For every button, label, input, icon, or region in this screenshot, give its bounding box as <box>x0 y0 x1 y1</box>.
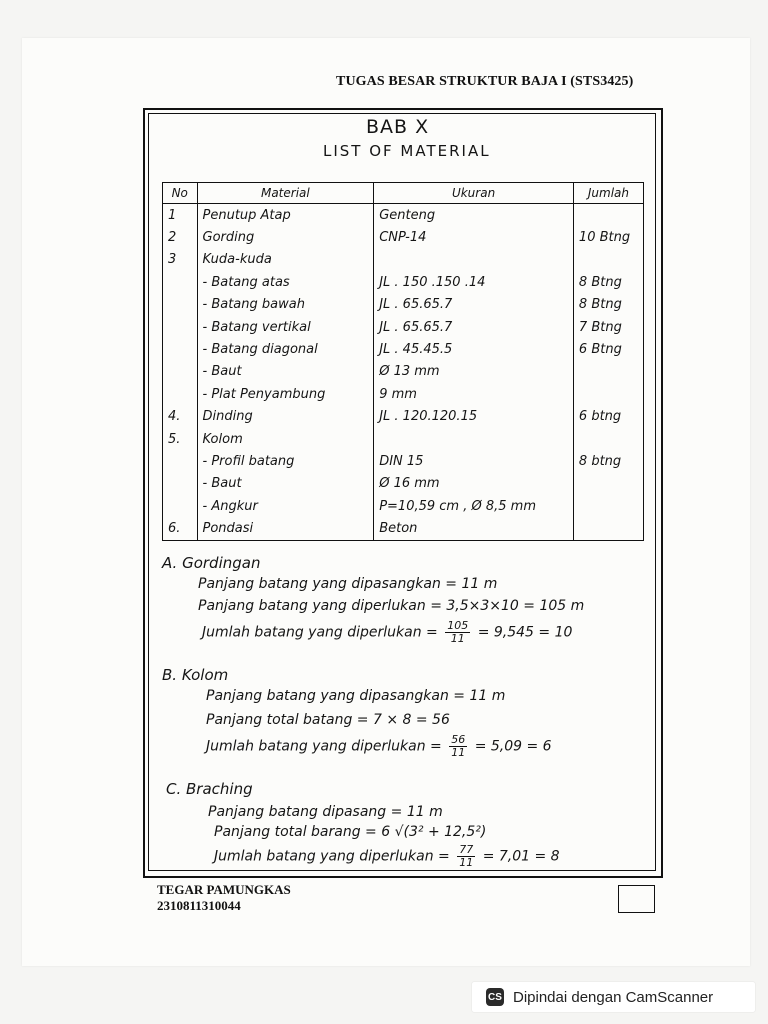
cell-jumlah <box>573 473 643 495</box>
table-row <box>163 271 644 293</box>
cell-material: - Angkur <box>197 495 374 517</box>
section-b-line-3-result: = 5,09 = 6 <box>474 738 552 755</box>
cell-jumlah: 8 Btng <box>573 294 643 316</box>
cell-material: - Profil batang <box>197 450 374 472</box>
table-row <box>163 473 644 495</box>
table-row <box>163 450 644 472</box>
cell-no: 5. <box>163 428 198 450</box>
cell-ukuran: Ø 13 mm <box>374 361 574 383</box>
cell-material: - Batang bawah <box>197 294 374 316</box>
cell-no: 4. <box>163 406 198 428</box>
cell-jumlah: 8 btng <box>573 450 643 472</box>
student-name: TEGAR PAMUNGKAS <box>157 882 291 897</box>
table-row <box>163 204 644 227</box>
section-b-fraction-den: 11 <box>451 746 466 759</box>
document-header: TUGAS BESAR STRUKTUR BAJA I (STS3425) <box>336 74 634 89</box>
cell-no <box>163 473 198 495</box>
section-a-fraction-den: 11 <box>450 632 465 645</box>
col-header-jumlah: Jumlah <box>573 183 643 204</box>
section-c-line-3-result: = 7,01 = 8 <box>482 848 560 865</box>
chapter-subtitle: LIST OF MATERIAL <box>323 142 491 160</box>
cell-no: 3 <box>163 249 198 271</box>
table-row <box>163 338 644 360</box>
cell-ukuran: Ø 16 mm <box>374 473 574 495</box>
section-b-line-3 <box>206 734 552 759</box>
cell-ukuran: Genteng <box>374 204 574 227</box>
cell-jumlah: 6 Btng <box>573 338 643 360</box>
section-b-fraction <box>449 734 467 759</box>
cell-no: 6. <box>163 517 198 540</box>
material-table <box>162 182 644 541</box>
cell-material: - Plat Penyambung <box>197 383 374 405</box>
table-row <box>163 249 644 271</box>
cell-ukuran: DIN 15 <box>374 450 574 472</box>
section-b-line-2: Panjang total batang = 7 × 8 = 56 <box>206 712 450 728</box>
section-c-line-3-label: Jumlah batang yang diperlukan = <box>214 848 450 865</box>
cell-jumlah: 10 Btng <box>573 226 643 248</box>
cell-ukuran: P=10,59 cm , Ø 8,5 mm <box>374 495 574 517</box>
table-row <box>163 316 644 338</box>
camscanner-icon: CS <box>486 988 504 1006</box>
cell-material: Penutup Atap <box>197 204 374 227</box>
section-c-fraction <box>457 844 475 869</box>
table-row <box>163 383 644 405</box>
cell-no <box>163 450 198 472</box>
section-b-line-1: Panjang batang yang dipasangkan = 11 m <box>206 688 506 704</box>
cell-jumlah <box>573 204 643 227</box>
cell-ukuran: 9 mm <box>374 383 574 405</box>
table-row <box>163 294 644 316</box>
table-row <box>163 406 644 428</box>
cell-no: 2 <box>163 226 198 248</box>
cell-no <box>163 316 198 338</box>
cell-ukuran: CNP-14 <box>374 226 574 248</box>
cell-ukuran <box>374 249 574 271</box>
cell-ukuran: JL . 150 .150 .14 <box>374 271 574 293</box>
cell-no <box>163 271 198 293</box>
section-b-title: B. Kolom <box>162 666 229 684</box>
section-c-line-3 <box>214 844 560 869</box>
chapter-title: BAB X <box>366 116 430 138</box>
cell-material: - Batang diagonal <box>197 338 374 360</box>
cell-material: - Baut <box>197 361 374 383</box>
table-row <box>163 361 644 383</box>
cell-no <box>163 294 198 316</box>
cell-jumlah: 8 Btng <box>573 271 643 293</box>
cell-material: Kolom <box>197 428 374 450</box>
cell-jumlah: 7 Btng <box>573 316 643 338</box>
cell-no <box>163 495 198 517</box>
table-header-row <box>163 183 644 204</box>
section-a-line-2: Panjang batang yang diperlukan = 3,5×3×10 = 105 m <box>198 598 585 614</box>
cell-jumlah <box>573 428 643 450</box>
section-c-fraction-num: 77 <box>459 843 474 856</box>
table-row <box>163 517 644 540</box>
section-a-line-3-label: Jumlah batang yang diperlukan = <box>202 624 438 641</box>
cell-no <box>163 383 198 405</box>
cell-no <box>163 338 198 360</box>
cell-ukuran <box>374 428 574 450</box>
table-row <box>163 428 644 450</box>
section-a-line-3 <box>202 620 572 645</box>
section-a-line-3-result: = 9,545 = 10 <box>477 624 573 641</box>
col-header-ukuran: Ukuran <box>374 183 574 204</box>
grade-box <box>618 885 655 913</box>
col-header-material: Material <box>197 183 374 204</box>
section-a-fraction-num: 105 <box>447 619 469 632</box>
section-a-line-1: Panjang batang yang dipasangkan = 11 m <box>198 576 498 592</box>
student-id: 2310811310044 <box>157 898 241 913</box>
camscanner-text: Dipindai dengan CamScanner <box>513 988 714 1006</box>
cell-material: Dinding <box>197 406 374 428</box>
cell-material: Pondasi <box>197 517 374 540</box>
cell-material: Kuda-kuda <box>197 249 374 271</box>
section-c-title: C. Braching <box>166 780 253 798</box>
cell-jumlah <box>573 361 643 383</box>
cell-jumlah <box>573 495 643 517</box>
section-b-fraction-num: 56 <box>451 733 466 746</box>
section-c-fraction-den: 11 <box>459 856 474 869</box>
cell-material: - Baut <box>197 473 374 495</box>
cell-jumlah: 6 btng <box>573 406 643 428</box>
section-b-line-3-label: Jumlah batang yang diperlukan = <box>206 738 442 755</box>
cell-material: - Batang atas <box>197 271 374 293</box>
cell-material: Gording <box>197 226 374 248</box>
cell-jumlah <box>573 383 643 405</box>
table-row <box>163 226 644 248</box>
cell-ukuran: JL . 120.120.15 <box>374 406 574 428</box>
cell-material: - Batang vertikal <box>197 316 374 338</box>
cell-ukuran: JL . 65.65.7 <box>374 316 574 338</box>
cell-ukuran: JL . 45.45.5 <box>374 338 574 360</box>
cell-ukuran: JL . 65.65.7 <box>374 294 574 316</box>
section-c-line-1: Panjang batang dipasang = 11 m <box>208 804 443 820</box>
cell-ukuran: Beton <box>374 517 574 540</box>
section-a-fraction <box>445 620 470 645</box>
cell-jumlah <box>573 517 643 540</box>
section-c-line-2: Panjang total barang = 6 √(3² + 12,5²) <box>214 824 487 840</box>
col-header-no: No <box>163 183 198 204</box>
table-row <box>163 495 644 517</box>
cell-no <box>163 361 198 383</box>
section-a-title: A. Gordingan <box>162 554 261 572</box>
cell-no: 1 <box>163 204 198 227</box>
camscanner-watermark <box>472 982 755 1012</box>
cell-jumlah <box>573 249 643 271</box>
